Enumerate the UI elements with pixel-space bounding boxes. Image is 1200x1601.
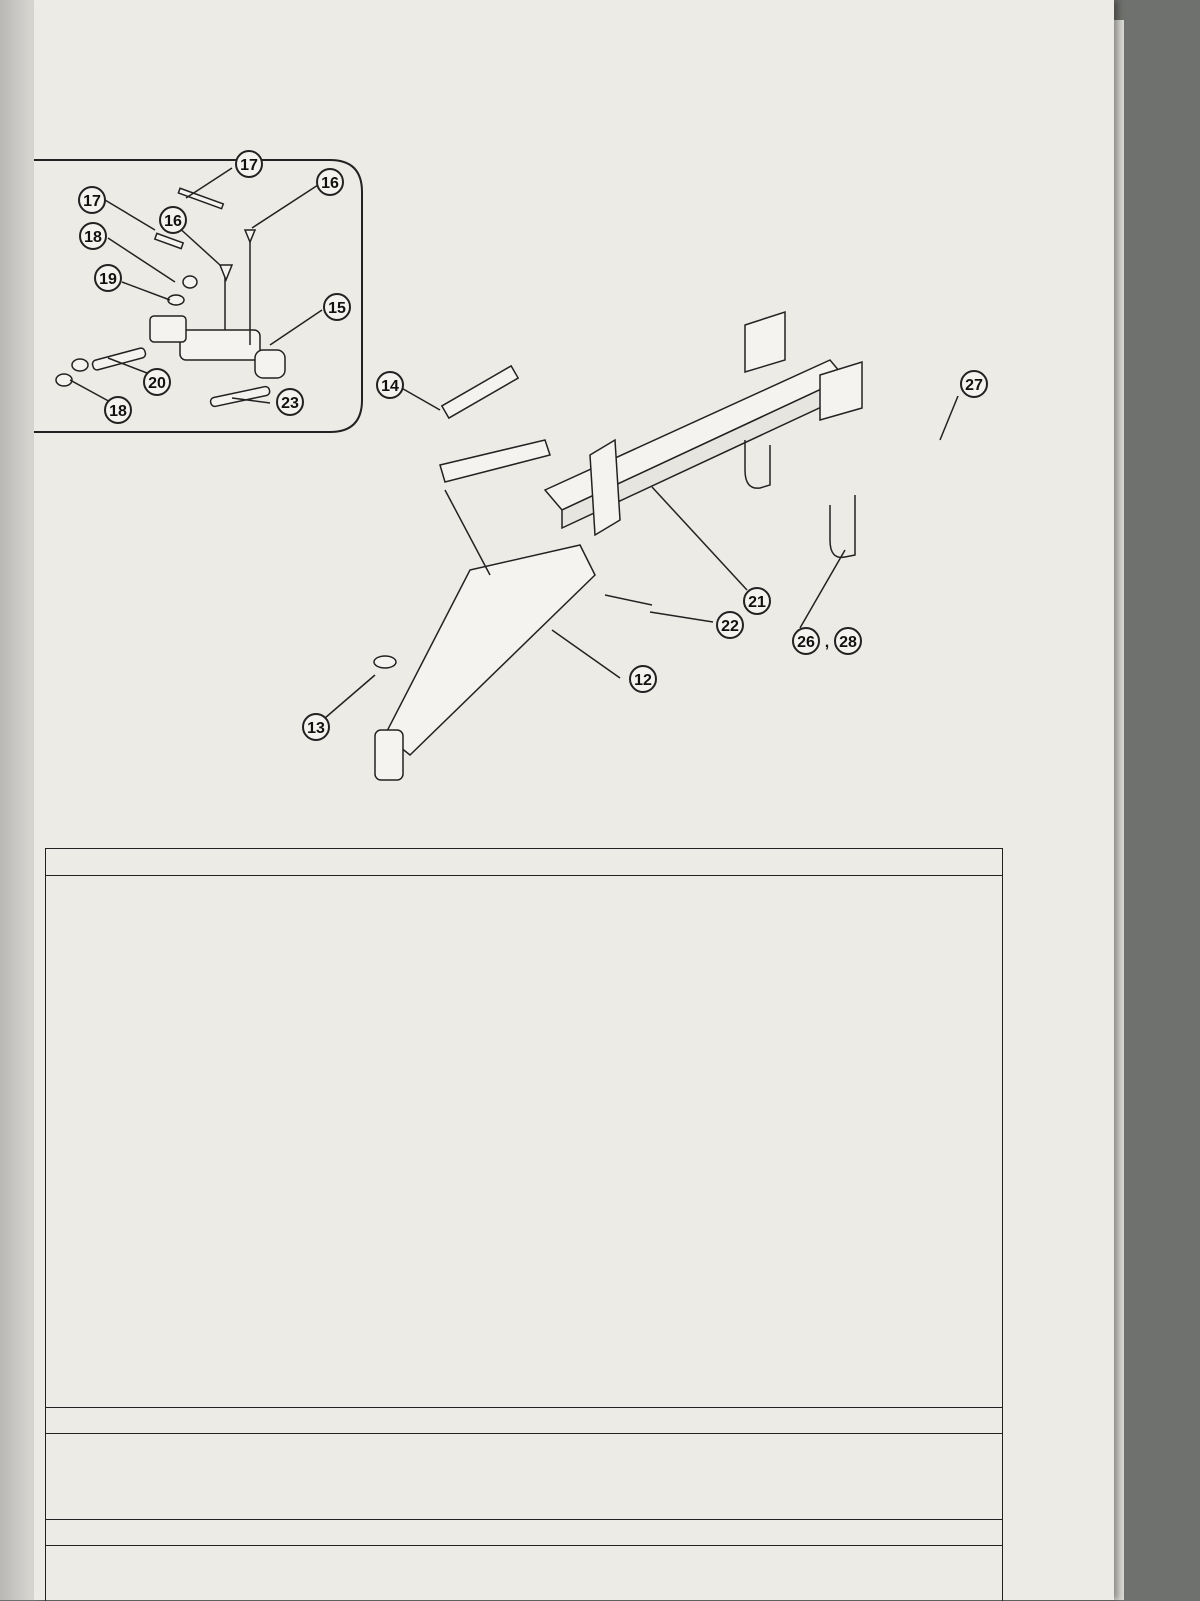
callout-14-label: 14	[381, 378, 399, 395]
callout-comma: ,	[824, 634, 830, 651]
callout-15-label: 15	[328, 300, 346, 317]
assemblies-rule	[46, 1433, 1002, 1434]
callout-17b-label: 17	[83, 193, 101, 210]
callout-23-label: 23	[281, 395, 299, 412]
repair-kit-divider	[46, 1519, 1002, 1520]
callout-22-label: 22	[721, 618, 739, 635]
callout-21-label: 21	[748, 594, 766, 611]
callout-18b-label: 18	[109, 403, 127, 420]
callout-16b-label: 16	[164, 213, 182, 230]
callout-28-label: 28	[839, 634, 857, 651]
table-header	[46, 849, 1002, 876]
callout-13-label: 13	[307, 720, 325, 737]
callout-12-label: 12	[634, 672, 652, 689]
callout-18a-label: 18	[84, 229, 102, 246]
frame-drawing	[374, 312, 862, 780]
callout-26-label: 26	[797, 634, 815, 651]
callout-16a-label: 16	[321, 175, 339, 192]
callout-17a-label: 17	[240, 157, 258, 174]
repair-kit-rule	[46, 1545, 1002, 1546]
parts-table	[45, 848, 1003, 1601]
callout-27-label: 27	[965, 377, 983, 394]
callout-20-label: 20	[148, 375, 166, 392]
callout-19-label: 19	[99, 271, 117, 288]
assemblies-divider	[46, 1407, 1002, 1408]
